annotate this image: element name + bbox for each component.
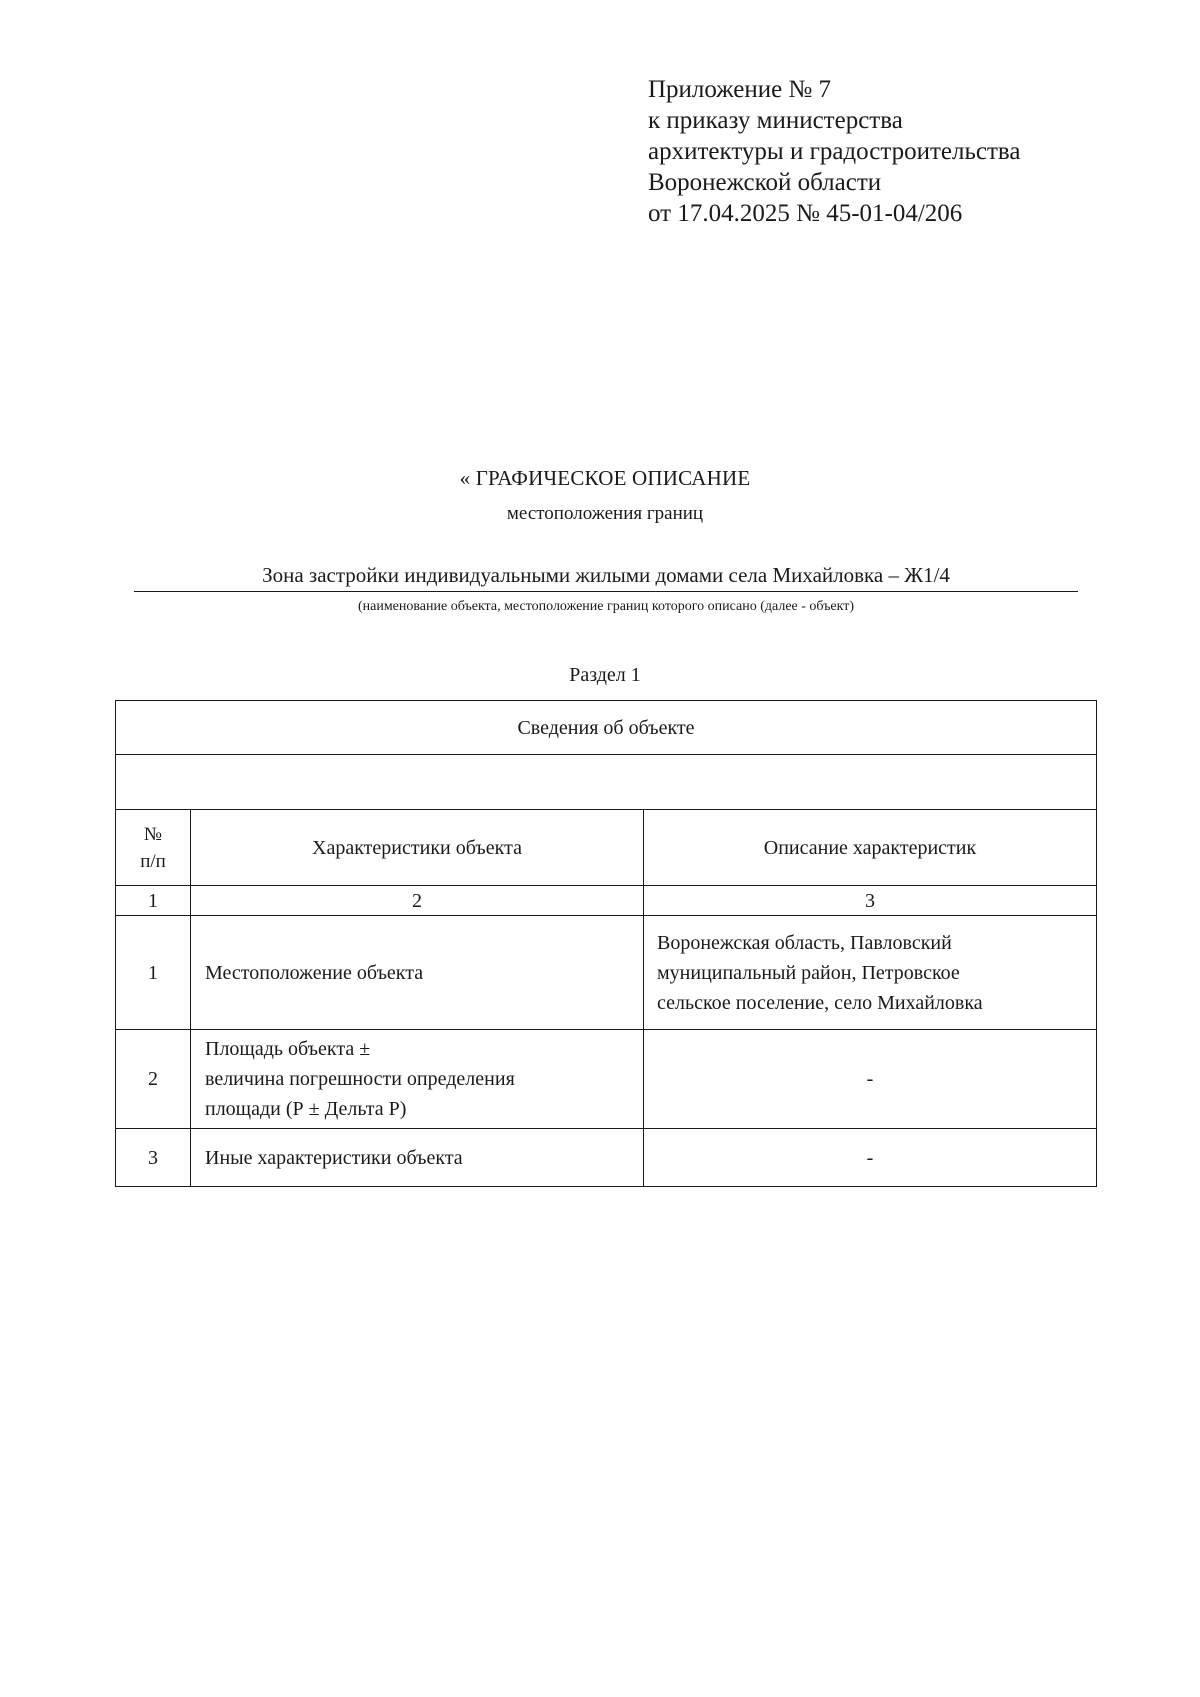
column-index-cell: 1 bbox=[116, 886, 191, 916]
column-headers-row bbox=[116, 810, 1097, 886]
object-caption: (наименование объекта, местоположение границ которого описано (далее - объект) bbox=[357, 599, 855, 614]
annex-line: от 17.04.2025 № 45-01-04/206 bbox=[648, 200, 963, 227]
row-characteristic bbox=[191, 916, 644, 1030]
table-empty-cell bbox=[116, 755, 1097, 810]
object-name: Зона застройки индивидуальными жилыми домами села Михайловка – Ж1/4 bbox=[134, 562, 1078, 592]
row-characteristic-line: величина погрешности определения bbox=[205, 1068, 515, 1090]
table-row bbox=[116, 1030, 1097, 1129]
row-characteristic bbox=[191, 1030, 644, 1129]
annex-block bbox=[648, 74, 1020, 229]
row-number: 1 bbox=[116, 916, 191, 1030]
column-header-description: Описание характеристик bbox=[644, 810, 1097, 886]
column-index-cell: 2 bbox=[191, 886, 644, 916]
row-characteristic-line: Местоположение объекта bbox=[205, 961, 424, 984]
row-number: 2 bbox=[116, 1030, 191, 1129]
row-description bbox=[644, 1129, 1097, 1187]
row-characteristic-line: Иные характеристики объекта bbox=[205, 1146, 463, 1169]
row-characteristic bbox=[191, 1129, 644, 1187]
column-header-num-line: п/п bbox=[140, 850, 166, 872]
row-characteristic-line: площади (Р ± Дельта Р) bbox=[205, 1098, 407, 1120]
table-row bbox=[116, 1129, 1097, 1187]
object-info-table bbox=[115, 700, 1097, 1187]
column-header-num-line: № bbox=[143, 823, 163, 845]
row-characteristic-line: Площадь объекта ± bbox=[205, 1038, 371, 1060]
annex-line: к приказу министерства bbox=[648, 107, 903, 134]
document-title: « ГРАФИЧЕСКОЕ ОПИСАНИЕ bbox=[459, 466, 751, 490]
row-description-line: - bbox=[866, 1068, 874, 1090]
annex-line: Воронежской области bbox=[648, 169, 882, 196]
column-index-cell: 3 bbox=[644, 886, 1097, 916]
table-header: Сведения об объекте bbox=[116, 701, 1097, 755]
row-description-line: сельское поселение, село Михайловка bbox=[657, 991, 983, 1014]
row-number: 3 bbox=[116, 1129, 191, 1187]
table-header-row bbox=[116, 701, 1097, 755]
document-subtitle: местоположения границ bbox=[506, 503, 704, 524]
row-description-line: - bbox=[866, 1146, 874, 1169]
column-header-characteristics: Характеристики объекта bbox=[191, 810, 644, 886]
annex-line: Приложение № 7 bbox=[648, 76, 832, 103]
annex-line: архитектуры и градостроительства bbox=[648, 138, 1021, 165]
table-empty-row bbox=[116, 755, 1097, 810]
table-row bbox=[116, 916, 1097, 1030]
row-description-line: муниципальный район, Петровское bbox=[657, 961, 960, 984]
column-index-row bbox=[116, 886, 1097, 916]
row-description-line: Воронежская область, Павловский bbox=[657, 931, 952, 954]
row-description bbox=[644, 1030, 1097, 1129]
row-description bbox=[644, 916, 1097, 1030]
section-label: Раздел 1 bbox=[569, 664, 641, 686]
column-header-num bbox=[116, 810, 191, 886]
